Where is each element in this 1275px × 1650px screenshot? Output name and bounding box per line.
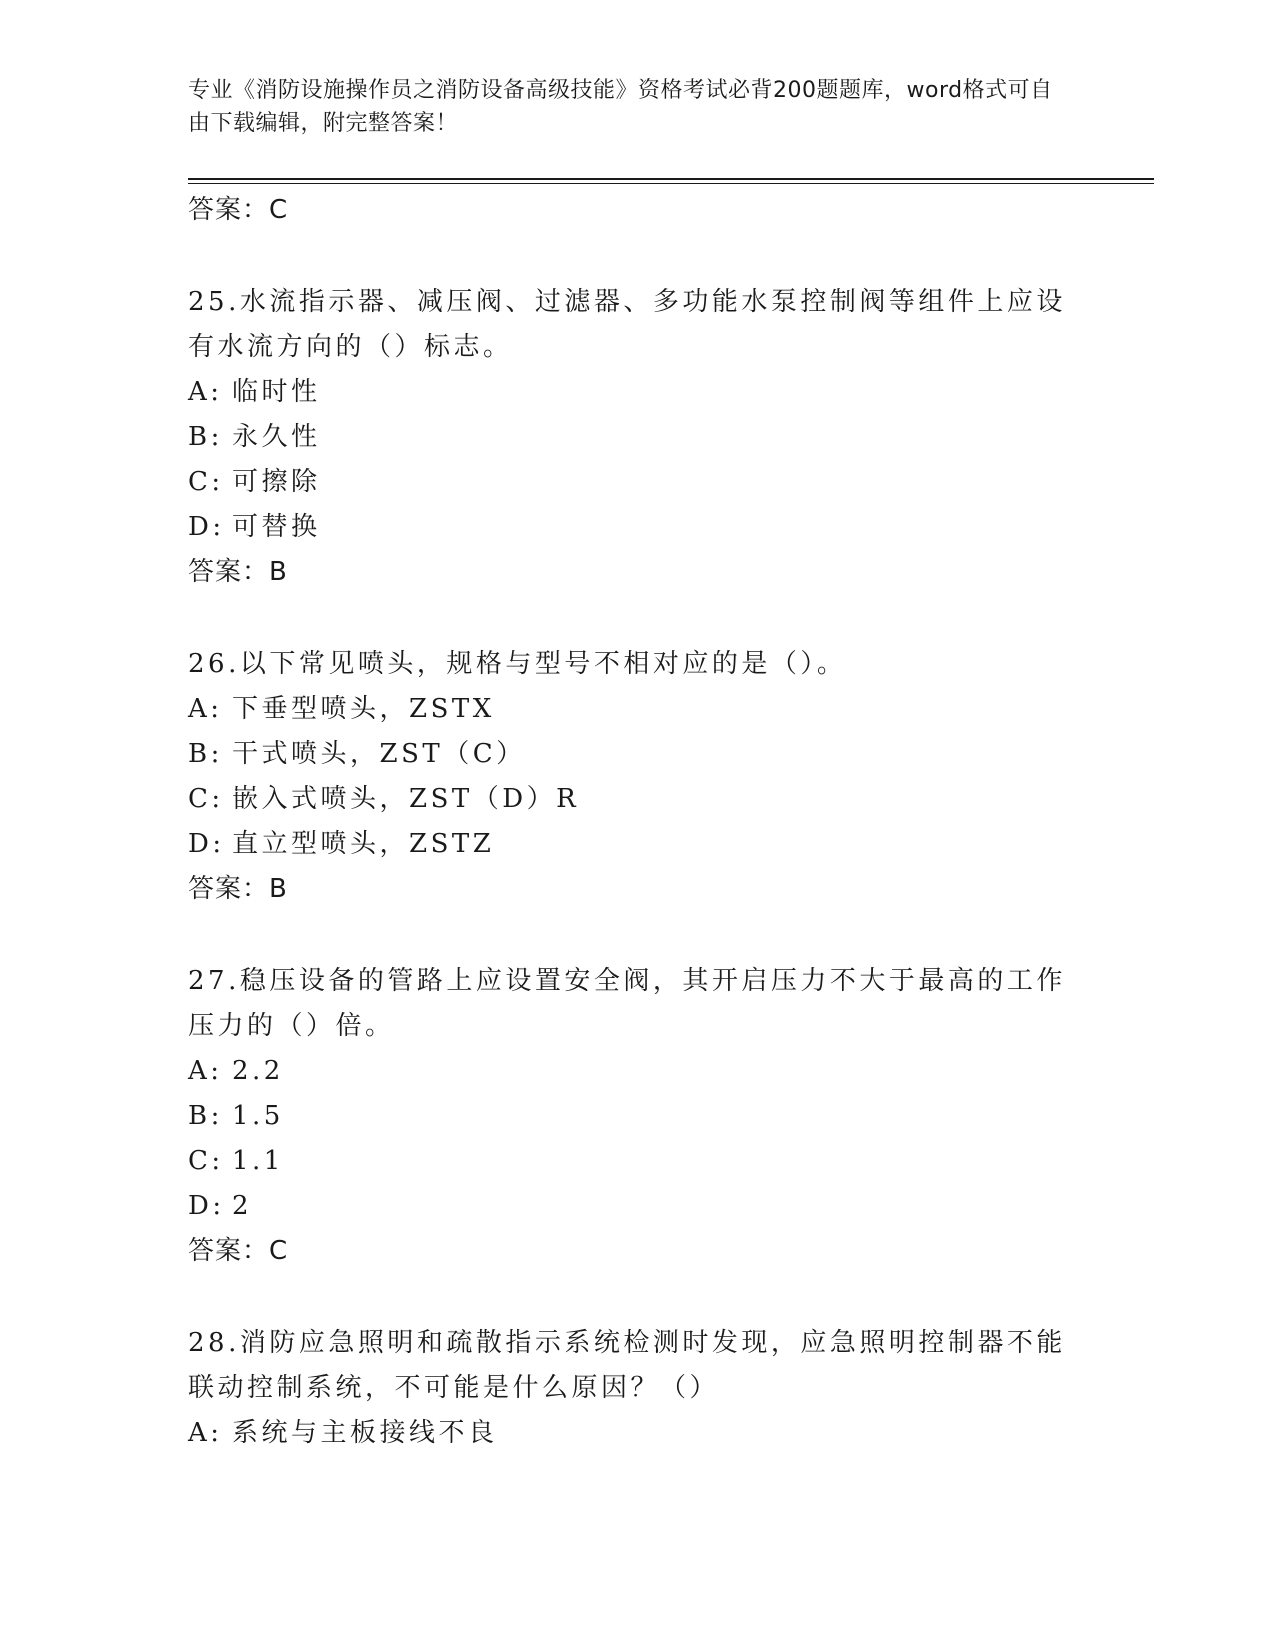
- option-text: 干式喷头，ZST（C）: [232, 739, 526, 769]
- question-text: 26.以下常见喷头，规格与型号不相对应的是（）。: [188, 649, 847, 679]
- option-label: A:: [188, 1418, 223, 1448]
- option-item: [188, 687, 1088, 732]
- option-label: C:: [188, 467, 224, 497]
- option-item: [188, 732, 1088, 777]
- option-text: 嵌入式喷头，ZST（D）R: [232, 784, 580, 814]
- option-item: [188, 1094, 1088, 1139]
- option-text: 系统与主板接线不良: [232, 1418, 498, 1448]
- option-text: 直立型喷头，ZSTZ: [232, 829, 495, 859]
- question-block: [188, 642, 1088, 912]
- option-label: B:: [188, 1101, 223, 1131]
- option-text: 1.1: [232, 1146, 284, 1176]
- option-item: [188, 415, 1088, 460]
- option-text: 2: [232, 1191, 253, 1221]
- option-item: [188, 505, 1088, 550]
- option-label: A:: [188, 1056, 223, 1086]
- option-item: [188, 1049, 1088, 1094]
- option-label: D:: [188, 512, 225, 542]
- answer-line: 答案：C: [188, 195, 289, 225]
- answer-line: 答案：C: [188, 1236, 289, 1266]
- option-item: [188, 370, 1088, 415]
- option-text: 永久性: [232, 422, 321, 452]
- option-item: [188, 460, 1088, 505]
- question-text: 27.稳压设备的管路上应设置安全阀，其开启压力不大于最高的工作压力的（）倍。: [188, 966, 1066, 1041]
- option-label: C:: [188, 1146, 224, 1176]
- question-block: [188, 280, 1088, 595]
- option-item: [188, 1139, 1088, 1184]
- option-label: A:: [188, 694, 223, 724]
- question-list: [188, 188, 1088, 1456]
- option-text: 可替换: [232, 512, 321, 542]
- option-item: [188, 1411, 1088, 1456]
- header-rule-thin: [188, 183, 1154, 184]
- option-text: 1.5: [232, 1101, 284, 1131]
- option-item: [188, 777, 1088, 822]
- option-item: [188, 1184, 1088, 1229]
- option-text: 可擦除: [232, 467, 321, 497]
- answer-line: 答案：B: [188, 874, 288, 904]
- header-rule-thick: [188, 178, 1154, 180]
- question-block: [188, 1321, 1088, 1456]
- question-text: 25.水流指示器、减压阀、过滤器、多功能水泵控制阀等组件上应设有水流方向的（）标志。: [188, 287, 1066, 362]
- option-label: B:: [188, 422, 223, 452]
- question-text: 28.消防应急照明和疏散指示系统检测时发现，应急照明控制器不能联动控制系统，不可能是什么原因？（）: [188, 1328, 1066, 1403]
- question-block: [188, 959, 1088, 1274]
- option-text: 临时性: [232, 377, 321, 407]
- option-text: 2.2: [232, 1056, 284, 1086]
- option-label: C:: [188, 784, 224, 814]
- answer-line: 答案：B: [188, 557, 288, 587]
- option-item: [188, 822, 1088, 867]
- document-header: 专业《消防设施操作员之消防设备高级技能》资格考试必背200题题库，word格式可自由下载编辑，附完整答案！: [188, 78, 1053, 136]
- option-label: D:: [188, 1191, 225, 1221]
- option-label: B:: [188, 739, 223, 769]
- option-label: A:: [188, 377, 223, 407]
- option-label: D:: [188, 829, 225, 859]
- option-text: 下垂型喷头，ZSTX: [232, 694, 495, 724]
